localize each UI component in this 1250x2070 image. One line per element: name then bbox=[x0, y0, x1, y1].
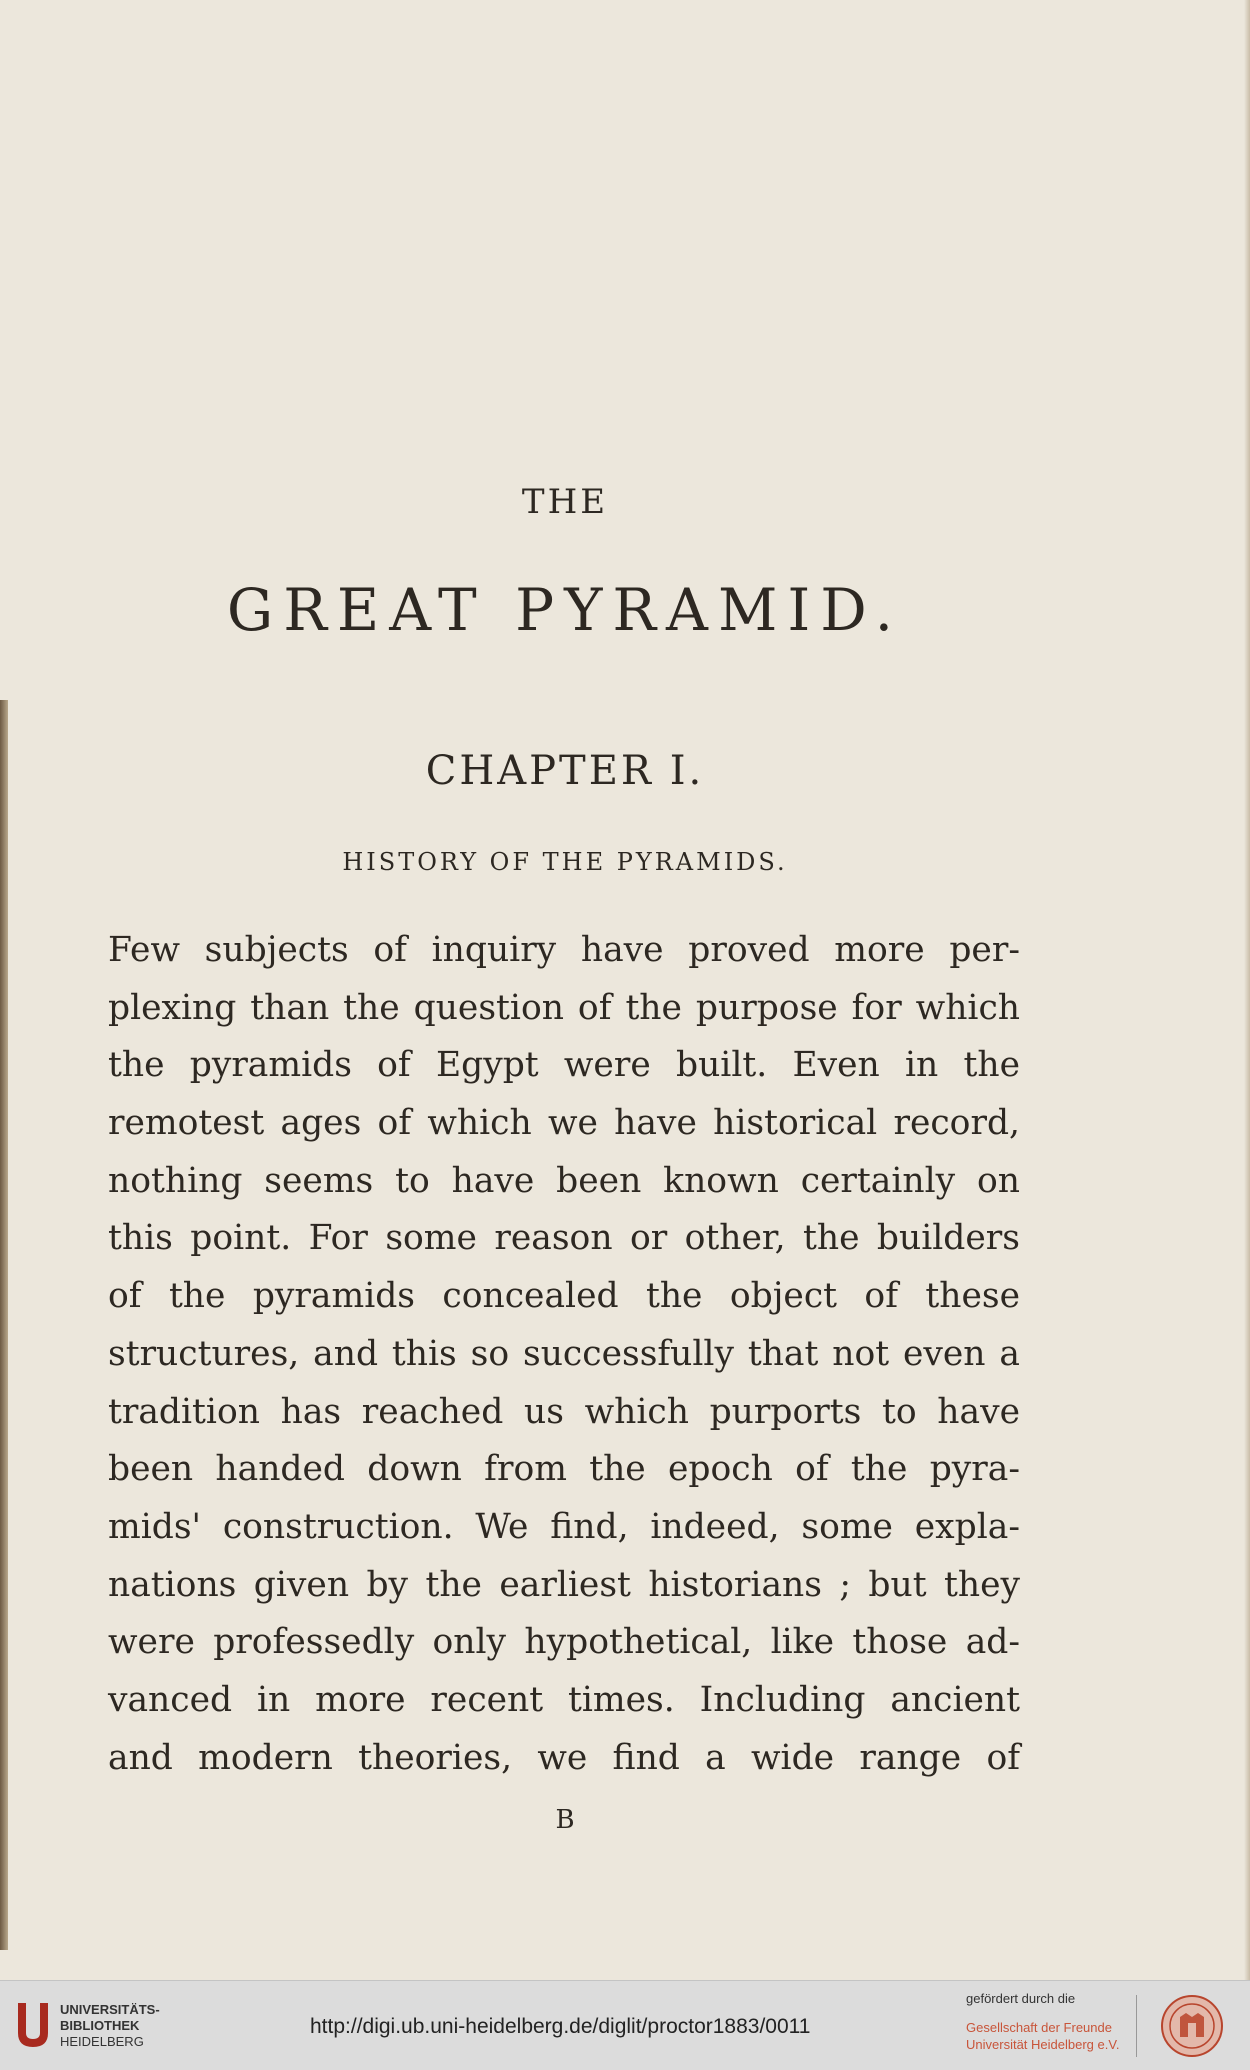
permalink-url[interactable]: http://digi.ub.uni-heidelberg.de/diglit/proctor1883/0011 bbox=[310, 2015, 811, 2038]
text-line: tradition has reached us which purports to have bbox=[108, 1391, 1020, 1432]
text-line: of the pyramids concealed the object of these bbox=[108, 1276, 1020, 1317]
text-line: nations given by the earliest historians ; but they bbox=[108, 1564, 1020, 1605]
page-edge bbox=[1244, 0, 1250, 1980]
chapter-heading: CHAPTER I. bbox=[425, 748, 705, 794]
viewer-footer bbox=[0, 1980, 1250, 2070]
text-line: been handed down from the epoch of the pyra- bbox=[108, 1449, 1020, 1490]
book-title: GREAT PYRAMID. bbox=[226, 576, 904, 644]
library-name: UNIVERSITÄTS- BIBLIOTHEK HEIDELBERG bbox=[60, 2002, 160, 2049]
text-line: Few subjects of inquiry have proved more per- bbox=[108, 930, 1020, 970]
sponsor-name: Gesellschaft der Freunde Universität Heidelberg e.V. bbox=[966, 2020, 1120, 2052]
university-seal-icon bbox=[1150, 1993, 1234, 2059]
text-line: nothing seems to have been known certainly on bbox=[108, 1160, 1020, 1201]
text-line: plexing than the question of the purpose for which bbox=[108, 987, 1020, 1028]
sponsor-label: gefördert durch die bbox=[966, 1991, 1076, 2006]
text-line: mids' construction. We find, indeed, some expla- bbox=[108, 1506, 1020, 1547]
text-line: remotest ages of which we have historical record, bbox=[108, 1103, 1020, 1144]
title-small: THE bbox=[521, 482, 609, 522]
text-line: were professedly only hypothetical, like those ad- bbox=[108, 1622, 1020, 1663]
text-line: structures, and this so successfully that not even a bbox=[108, 1333, 1020, 1374]
text-line: this point. For some reason or other, the builders bbox=[108, 1218, 1020, 1259]
text-line: vanced in more recent times. Including ancient bbox=[108, 1679, 1020, 1720]
body-paragraph bbox=[108, 922, 1020, 1787]
signature-mark: B bbox=[555, 1805, 575, 1835]
university-library-logo-icon bbox=[14, 1999, 52, 2051]
book-spine-edge bbox=[0, 700, 8, 1950]
footer-divider bbox=[1136, 1995, 1137, 2057]
chapter-title: HISTORY OF THE PYRAMIDS. bbox=[342, 848, 788, 876]
text-line: and modern theories, we find a wide range of bbox=[108, 1737, 1020, 1778]
text-line: the pyramids of Egypt were built. Even in the bbox=[108, 1045, 1020, 1086]
